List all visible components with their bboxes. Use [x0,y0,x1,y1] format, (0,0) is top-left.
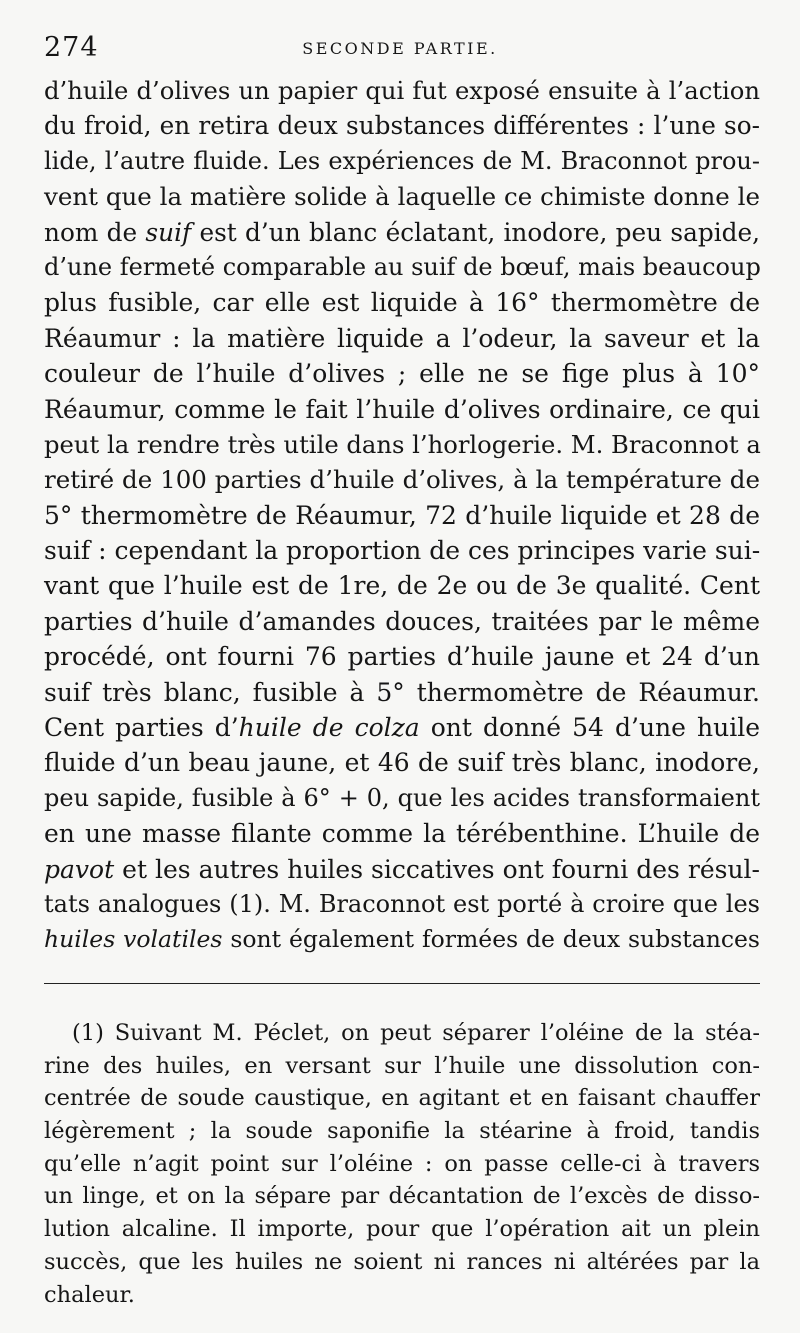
main-text [44,73,760,958]
page-header [44,30,756,64]
text-run: Cent parties d’ [44,713,239,743]
text-line [44,108,760,143]
text-line [44,887,760,922]
footnote-line: un linge, et on la sépare par décantation de l’excès de disso- [44,1183,760,1210]
text-line [44,285,760,320]
text-line [44,745,760,780]
text-run: sont également formées de deux substances [222,925,760,954]
footnote-line: qu’elle n’agit point sur l’oléine : on passe celle-ci à travers [44,1150,760,1177]
italic-term: suif [145,217,192,247]
text-run: peu sapide, fusible à 6° + 0, que les acides transformaient [44,783,760,812]
footnote [44,1017,760,1311]
footnote-line: (1) Suivant M. Péclet, on peut séparer l’oléine de la stéa- [72,1020,760,1046]
text-line [44,604,760,639]
text-line [44,321,760,356]
text-run: peut la rendre très utile dans l’horlogerie. M. Braconnot a [44,429,761,459]
text-run: du froid, en retira deux substances différentes : l’une so- [44,111,760,141]
footnote-line: rine des huiles, en versant sur l’huile une dissolution con- [44,1052,760,1079]
text-line [44,639,760,674]
text-run: plus fusible, car elle est liquide à 16° thermomètre de [44,288,760,318]
text-run: d’huile d’olives un papier qui fut exposé ensuite à l’action [44,76,760,105]
text-line [44,816,760,851]
text-line [44,73,760,108]
footnote-divider [44,983,760,984]
text-run: suif : cependant la proportion de ces principes varie sui- [44,536,761,566]
footnote-line: centrée de soude caustique, en agitant et en faisant chauffer [44,1085,760,1112]
text-line [44,215,760,250]
text-run: procédé, ont fourni 76 parties d’huile jaune et 24 d’un [44,642,760,672]
text-line [44,533,760,568]
text-run: lide, l’autre fluide. Les expériences de M. Braconnot prou- [44,146,760,175]
text-run: et les autres huiles siccatives ont fourni des résul- [114,854,760,884]
text-run: 5° thermomètre de Réaumur, 72 d’huile liquide et 28 de [44,500,760,530]
text-line [44,462,760,497]
text-line [44,144,760,179]
text-run: couleur de l’huile d’olives ; elle ne se fige plus à 10° [44,359,760,389]
text-run: Réaumur : la matière liquide a l’odeur, la saveur et la [44,323,760,353]
text-run: parties d’huile d’amandes douces, traitées par le même [44,606,760,636]
text-run: ont donné 54 d’une huile [419,713,760,743]
text-run: retiré de 100 parties d’huile d’olives, à la température de [44,465,760,495]
text-line [44,179,760,214]
text-line [44,922,760,957]
text-line [44,250,760,285]
footnote-line: lution alcaline. Il importe, pour que l’opération ait un plein [44,1216,760,1243]
italic-term: huiles volatiles [44,925,223,954]
text-run: est d’un blanc éclatant, inodore, peu sapide, [191,217,760,247]
page-number: 274 [44,32,99,63]
text-run: suif très blanc, fusible à 5° thermomètre de Réaumur. [44,677,760,707]
footnote-line: succès, que les huiles ne soient ni rances ni altérées par la [44,1248,760,1275]
text-line [44,675,760,710]
text-line [44,852,760,887]
text-line [44,498,760,533]
text-line [44,427,760,462]
text-run: en une masse filante comme la térébenthine. L’huile de [44,819,760,849]
text-line [44,356,760,391]
text-line [44,392,760,427]
text-run: fluide d’un beau jaune, et 46 de suif très blanc, inodore, [44,748,760,778]
text-line [44,710,760,745]
running-head: SECONDE PARTIE. [302,39,498,58]
text-run: tats analogues (1). M. Braconnot est porté à croire que les [44,889,760,918]
text-run: vent que la matière solide à laquelle ce chimiste donne le [44,182,760,212]
italic-term: pavot [44,854,115,884]
footnote-line: chaleur. [44,1281,135,1308]
footnote-line: légèrement ; la soude saponifie la stéarine à froid, tandis [44,1118,760,1145]
text-run: nom de [44,217,146,247]
text-run: d’une fermeté comparable au suif de bœuf, mais beaucoup [44,252,761,281]
italic-term: huile de colza [238,713,420,743]
text-run: vant que l’huile est de 1re, de 2e ou de 3e qualité. Cent [44,571,760,601]
text-line [44,568,760,603]
text-line [44,781,760,816]
text-run: Réaumur, comme le fait l’huile d’olives ordinaire, ce qui [44,394,760,424]
